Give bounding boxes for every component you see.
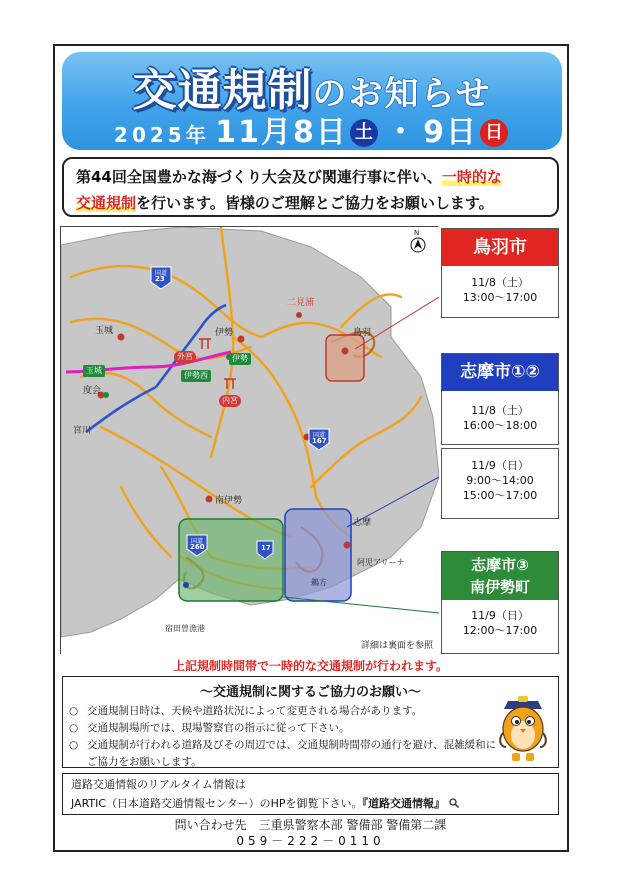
dot-shukuta [183,582,189,588]
label-watarai: 度会 [83,386,102,396]
cooperation-title: ～交通規制に関するご協力のお願い～ [199,685,421,700]
search-icon [449,798,459,808]
label-matoya: 鵜方 [311,578,327,587]
label-toba: 鳥羽 [353,328,372,338]
dot-ise [238,336,245,343]
notice-line: 上記規制時間帯で一時的な交通規制が行われます。 [172,659,449,673]
sunday-badge: 日 [480,119,508,147]
route-17-label: 17 [261,544,271,552]
area-shima3-name [442,552,558,600]
list-item [69,737,497,771]
date-year: 2025年 [114,123,210,147]
area-shima-12-date: 11/8（土） [471,404,529,417]
road-info-box [62,773,559,815]
area-shima3-time: 12:00～17:00 [462,624,538,637]
intro-text-a: 第44回全国豊かな海づくり大会及び関連行事に伴い、 [76,168,442,186]
area-shima3-minamiise [441,551,559,654]
area-shima-12-day2-time2: 15:00～17:00 [462,489,538,502]
label-tamaki: 玉城 [95,326,114,336]
map-note: 詳細は裏面を参照 [360,641,433,651]
area-toba-name: 鳥羽市 [442,229,558,266]
intro-highlight-a: 一時的な [441,168,502,186]
area-toba [441,228,559,318]
event-date [62,107,562,151]
area-shima-12-name: 志摩市①② [442,354,558,391]
label-shukuta-port: 宿田曽漁港 [165,624,205,633]
route-260-label: 260 [190,543,205,551]
police-mascot-icon [494,687,552,765]
label-ise: 伊勢 [215,328,234,338]
info-keyword: 『道路交通情報』 [362,797,446,810]
saturday-badge: 土 [350,119,378,147]
area-toba-time: 13:00～17:00 [462,291,538,304]
label-minamiise: 南伊勢 [215,496,243,506]
title-sub: のお知らせ [312,74,492,114]
route-260-top: 国道 [191,538,204,545]
contact-phone: 059－222－0110 [236,834,385,848]
tag-gekuu: 外宮 [174,351,196,363]
intro-text-b: を行います。皆様のご理解とご協力をお願いします。 [136,194,494,212]
contact-line: 問い合わせ先 三重県警察本部 警備部 警備第二課 [174,818,447,832]
tag-ic-ise: 伊勢 [229,353,251,365]
tag-naikuu: 内宮 [219,395,241,407]
tag-ic-tamaki: 玉城 [83,365,105,377]
area-shima-12 [441,353,559,445]
area-shima-12-day2-date: 11/9（日） [471,459,529,472]
dot-ic-tamaki [103,392,109,398]
area-shima3-name-line2: 南伊勢町 [469,578,530,596]
area-toba-date: 11/8（土） [471,276,529,289]
list-item [69,703,497,720]
cooperation-item-text: 交通規制が行われる道路及びその周辺では、交通規制時間帯の通行を避け、混雑緩和にご協力をお願いします。 [87,739,497,768]
date-day2: 9日 [423,115,478,150]
area-shima-12-day2-time1: 9:00～14:00 [466,474,534,487]
area-shima-12-time: 16:00～18:00 [462,419,538,432]
title-main: 交通規制 [132,65,313,116]
cooperation-list [69,703,497,771]
list-item [69,720,497,737]
bullet-icon: ○ [69,739,79,751]
regulation-map [60,226,438,654]
dot-minamiise [206,496,213,503]
area-shima-12-day2 [441,448,559,519]
date-day1: 11月8日 [215,115,348,150]
label-shima: 志摩 [353,518,372,528]
label-ago-arena: 阿児アリーナ [357,558,405,567]
compass-label: N [414,229,420,237]
compass-icon [411,238,425,252]
map-graphic [61,227,439,655]
header-banner [62,52,562,150]
route-167-label: 167 [312,437,327,445]
zone-toba [326,335,364,381]
tag-ic-isenishi: 伊勢西 [181,370,211,382]
route-23-label: 23 [155,275,165,283]
route-23-top: 国道 [155,270,168,277]
info-line2-text: JARTIC（日本道路交通情報センター）のHPを御覧下さい。 [71,797,363,810]
dot-toba [342,348,349,355]
cooperation-item-text: 交通規制日時は、天候や道路状況によって変更される場合があります。 [87,705,423,717]
bullet-icon: ○ [69,722,79,734]
bullet-icon: ○ [69,705,79,717]
intro-box [62,157,559,217]
info-line2 [71,794,550,813]
cooperation-item-text: 交通規制場所では、現場警察官の指示に従って下さい。 [87,722,350,734]
route-167-top: 国道 [313,432,326,439]
cooperation-box [62,676,559,768]
area-shima3-name-line1: 志摩市③ [471,556,529,574]
date-separator: ・ [385,115,418,150]
label-futamiura: 二見浦 [287,298,315,308]
dot-shima [344,542,351,549]
info-line1: 道路交通情報のリアルタイム情報は [71,778,246,791]
intro-highlight-b: 交通規制 [76,194,137,212]
zone-minamiise [179,519,283,601]
dot-futami [296,312,302,318]
area-shima3-date: 11/9（日） [471,609,529,622]
label-miyagawa: 宮川 [73,426,92,436]
dot-tamaki [118,334,125,341]
